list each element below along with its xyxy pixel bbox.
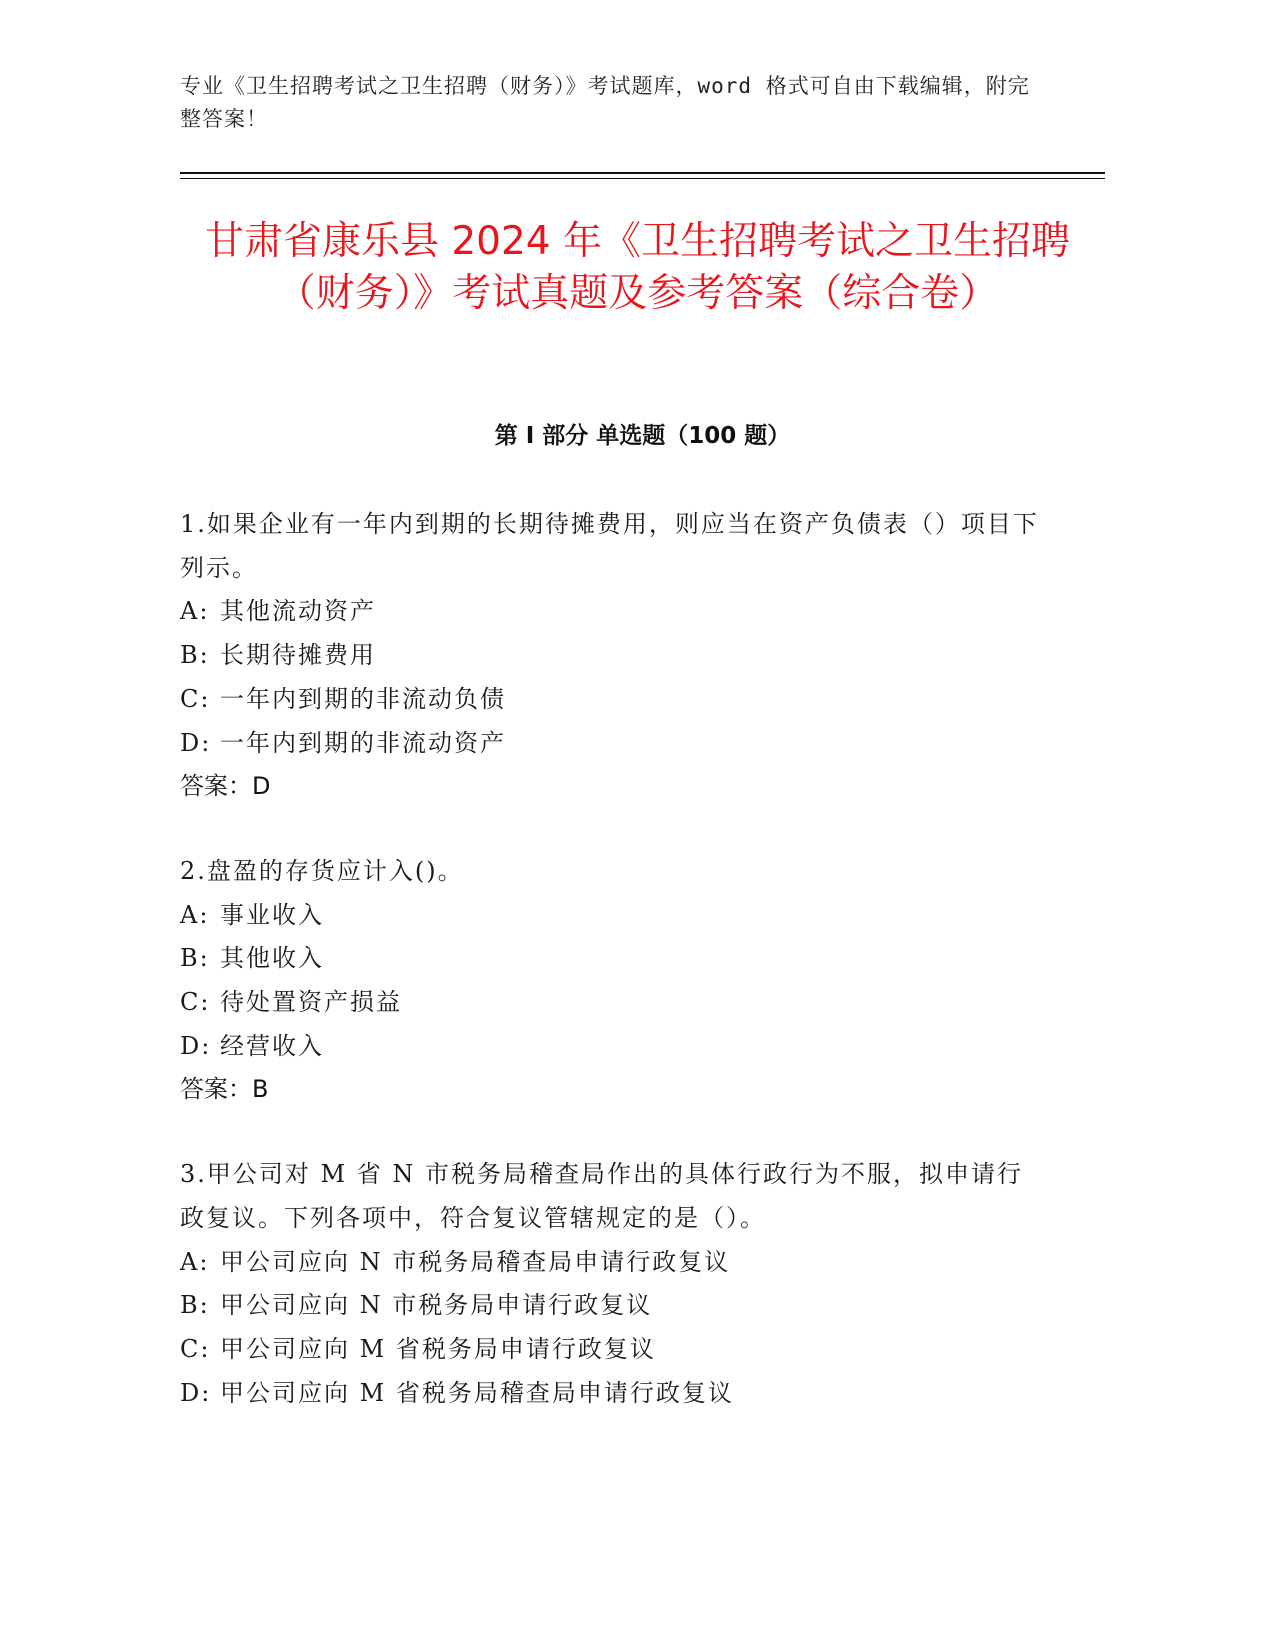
option-text: 甲公司应向 M 省税务局稽查局申请行政复议 [220, 1378, 734, 1407]
option-text: 其他收入 [220, 944, 324, 973]
option-text: 一年内到期的非流动资产 [220, 728, 506, 757]
option-b [180, 1284, 1040, 1328]
answer-line: 答案：D [180, 772, 271, 801]
option-text: 待处置资产损益 [220, 988, 402, 1017]
option-letter: A: [180, 1247, 210, 1276]
option-c [180, 678, 1040, 722]
option-letter: B: [180, 641, 210, 670]
option-d [180, 1372, 1040, 1416]
option-text: 甲公司应向 M 省税务局申请行政复议 [220, 1334, 656, 1363]
option-text: 一年内到期的非流动负债 [220, 684, 506, 713]
option-a [180, 1241, 1040, 1285]
option-letter: B: [180, 1291, 210, 1320]
option-c [180, 981, 1040, 1025]
option-text: 甲公司应向 N 市税务局稽查局申请行政复议 [220, 1247, 731, 1276]
option-d [180, 722, 1040, 766]
header-note: 专业《卫生招聘考试之卫生招聘（财务）》考试题库，word 格式可自由下载编辑，附完整答案！ [180, 74, 1030, 131]
option-a [180, 894, 1040, 938]
option-letter: D: [180, 728, 212, 757]
option-c [180, 1328, 1040, 1372]
question-list [180, 503, 1040, 1456]
option-d [180, 1025, 1040, 1069]
option-text: 甲公司应向 N 市税务局申请行政复议 [220, 1291, 653, 1320]
option-letter: C: [180, 988, 211, 1017]
header-divider [180, 172, 1105, 174]
section-title: 第 I 部分 单选题（100 题） [494, 423, 791, 449]
question-stem: 3.甲公司对 M 省 N 市税务局稽查局作出的具体行政行为不服，拟申请行政复议。下列各项中，符合复议管辖规定的是（）。 [180, 1160, 1023, 1232]
option-letter: B: [180, 944, 210, 973]
question-3 [180, 1153, 1040, 1415]
option-a [180, 590, 1040, 634]
option-letter: C: [180, 684, 211, 713]
option-letter: D: [180, 1378, 212, 1407]
question-1 [180, 503, 1040, 809]
option-letter: A: [180, 900, 210, 929]
option-letter: C: [180, 1334, 211, 1363]
header-divider-thin [180, 178, 1105, 179]
option-letter: D: [180, 1031, 212, 1060]
document-title: 甘肃省康乐县 2024 年《卫生招聘考试之卫生招聘（财务）》考试真题及参考答案（综合卷） [204, 219, 1071, 316]
option-b [180, 937, 1040, 981]
option-text: 经营收入 [220, 1031, 324, 1060]
question-stem: 1.如果企业有一年内到期的长期待摊费用，则应当在资产负债表（）项目下列示。 [180, 510, 1039, 582]
answer-line: 答案：B [180, 1075, 269, 1104]
option-letter: A: [180, 597, 210, 626]
option-text: 长期待摊费用 [220, 641, 376, 670]
option-text: 其他流动资产 [220, 597, 376, 626]
question-stem: 2.盘盈的存货应计入()。 [180, 856, 464, 885]
option-b [180, 634, 1040, 678]
option-text: 事业收入 [220, 900, 324, 929]
question-2 [180, 850, 1040, 1112]
